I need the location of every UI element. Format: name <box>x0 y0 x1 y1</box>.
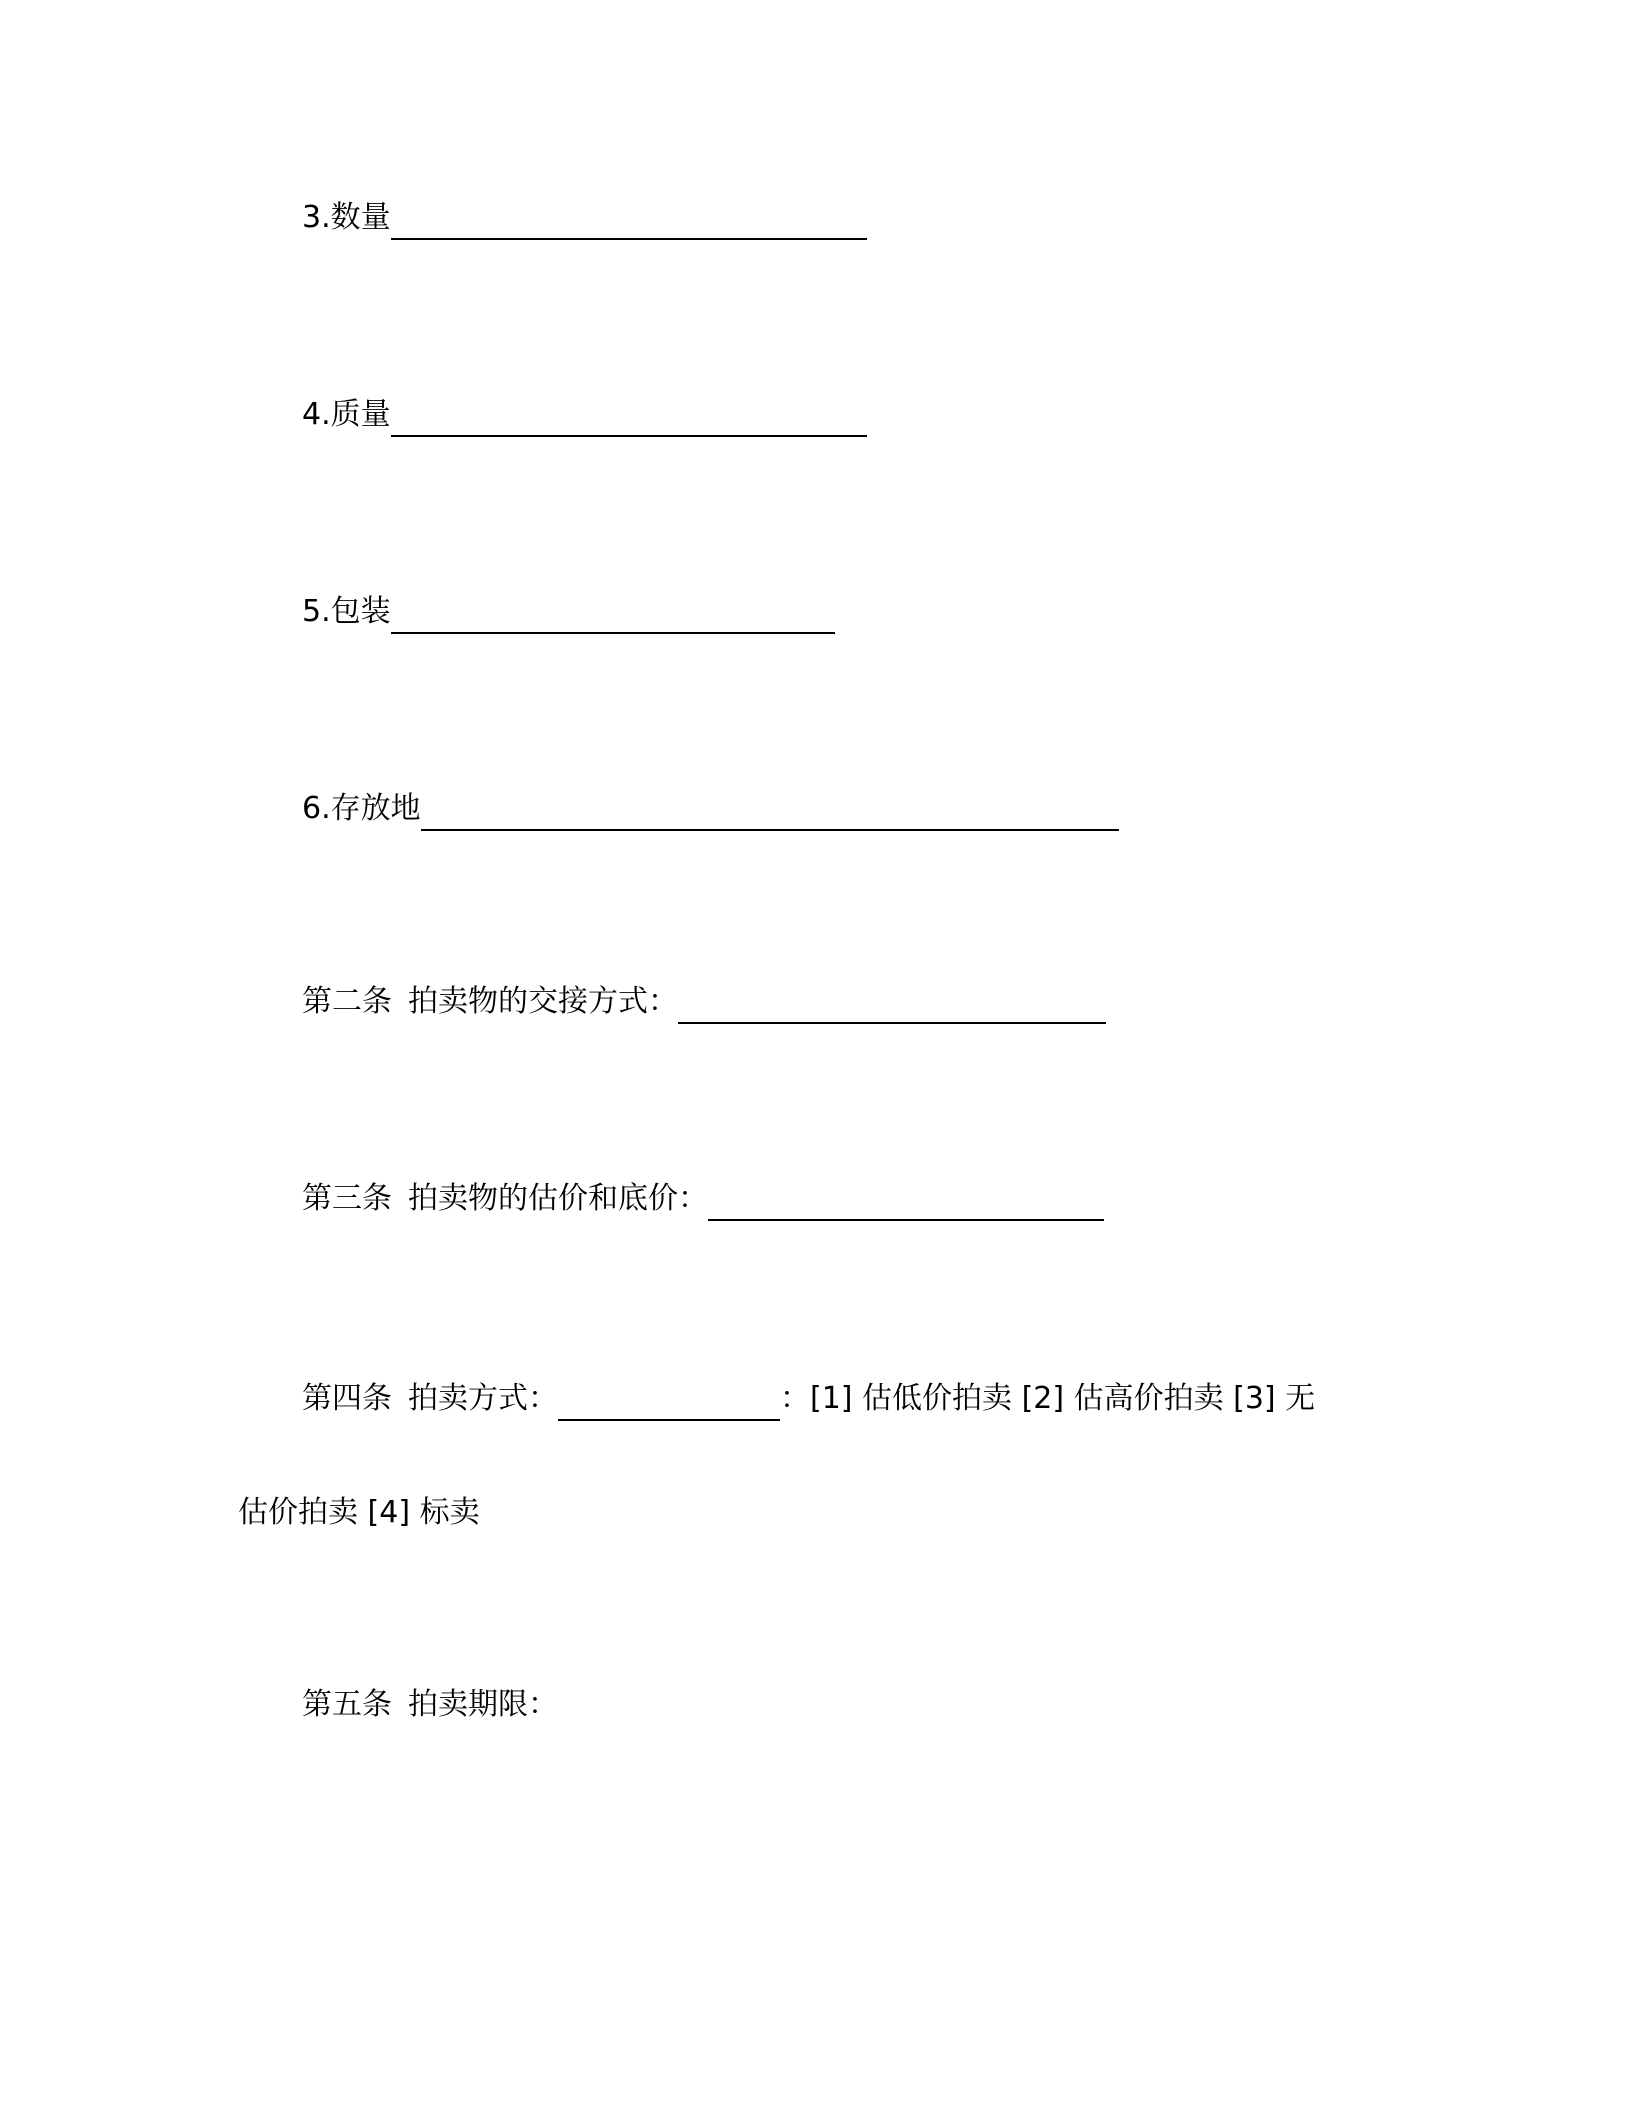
article-5-line <box>302 1683 558 1727</box>
item-quantity-label: 3.数量 <box>302 200 391 235</box>
item-packaging-label: 5.包装 <box>302 594 391 629</box>
article-2-label: 第二条 <box>302 984 392 1019</box>
item-storage-label: 6.存放地 <box>302 791 421 826</box>
item-quantity-blank[interactable] <box>391 198 867 240</box>
article-3-label: 第三条 <box>302 1181 392 1216</box>
article-3-line <box>302 1177 1104 1221</box>
article-2-text: 拍卖物的交接方式： <box>408 984 678 1019</box>
article-4-label: 第四条 <box>302 1381 392 1416</box>
item-packaging-blank[interactable] <box>391 592 835 634</box>
item-quality-label: 4.质量 <box>302 397 391 432</box>
article-4-line <box>302 1377 1315 1421</box>
article-3-text: 拍卖物的估价和底价： <box>408 1181 708 1216</box>
article-3-blank[interactable] <box>708 1179 1104 1221</box>
article-2-line <box>302 980 1106 1024</box>
article-5-label: 第五条 <box>302 1687 392 1722</box>
item-storage-blank[interactable] <box>421 789 1119 831</box>
item-packaging-line <box>302 590 835 634</box>
item-quality-blank[interactable] <box>391 395 867 437</box>
article-4-colon: ： <box>780 1381 810 1416</box>
article-2-blank[interactable] <box>678 982 1106 1024</box>
article-4-blank[interactable] <box>558 1379 780 1421</box>
item-quantity-line <box>302 196 867 240</box>
article-4-options-line2: 估价拍卖 [4] 标卖 <box>238 1495 480 1530</box>
article-4-continuation-line <box>238 1491 480 1535</box>
item-quality-line <box>302 393 867 437</box>
article-4-options-line1: [1] 估低价拍卖 [2] 估高价拍卖 [3] 无 <box>810 1381 1316 1416</box>
article-4-text: 拍卖方式： <box>408 1381 558 1416</box>
item-storage-line <box>302 787 1119 831</box>
article-5-text: 拍卖期限： <box>408 1687 558 1722</box>
